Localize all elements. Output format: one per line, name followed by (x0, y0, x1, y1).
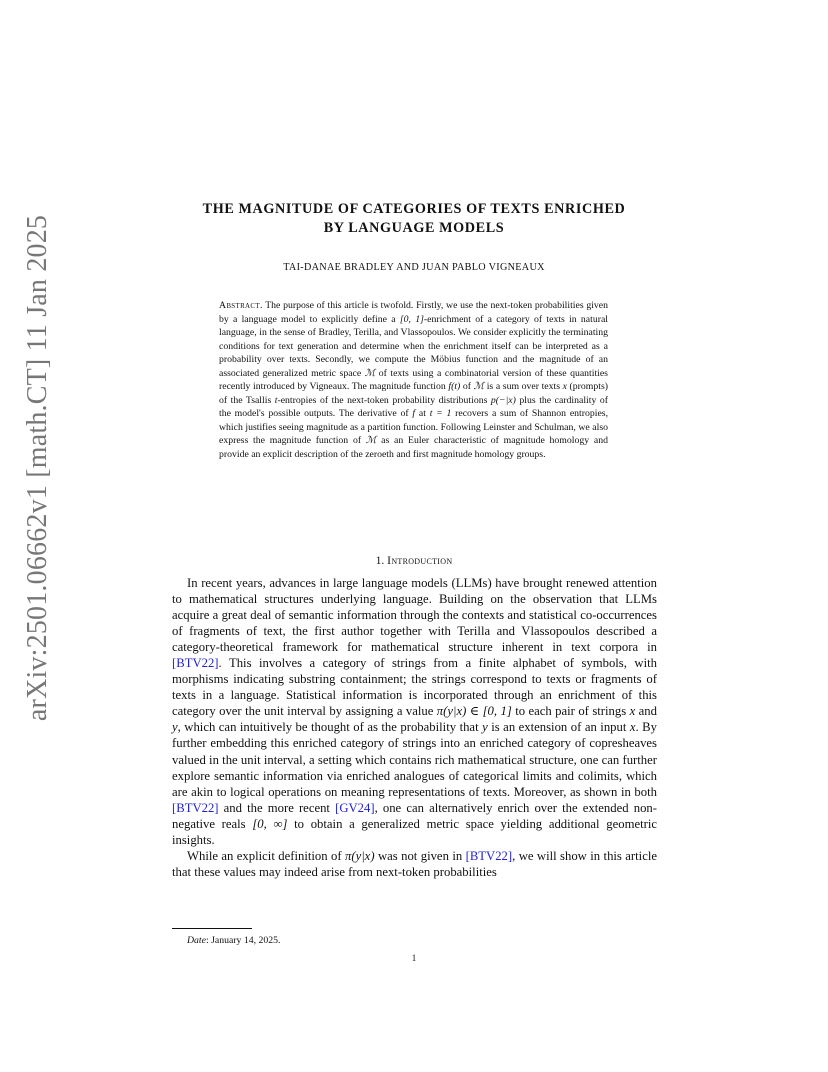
abstract-text: -enrichment of a category of texts in natural language, in the sense of Bradley, Terilla, and Vlassopoulos. We consider explicitly the terminating conditions for text generation and determine when the enrichment itself can be interpreted as a probability over texts. Secondly, we compute the Möbius function and the magnitude of an associated generalized metric space (219, 313, 608, 379)
paper-authors: TAI-DANAE BRADLEY AND JUAN PABLO VIGNEAUX (283, 262, 545, 273)
abstract-text: The purpose of this article is twofold. Firstly, we use the next-token probabilities given by a language model to explicitly define a (219, 300, 608, 325)
paper-title (150, 200, 678, 238)
abstract-text: is a sum over texts (484, 381, 563, 393)
paragraph-text: . By further embedding this enriched category of strings into an enriched category of copresheaves valued in the unit interval, a setting which contains rich mathematical structure, one can further explore semantic information via enriched analogues of categorical limits and colimits, which are akin to logical operations on meaning representations of texts. Moreover, as shown in both (172, 720, 657, 799)
footnote-divider (172, 928, 252, 929)
math-symbol: x (629, 704, 636, 719)
page-number: 1 (411, 953, 417, 963)
math-interval: [0, 1] (399, 313, 424, 325)
citation-link[interactable]: [BTV22] (172, 656, 219, 671)
math-symbol: t (274, 394, 278, 406)
math-expression: [0, ∞] (252, 816, 288, 831)
paper-title-line-2: BY LANGUAGE MODELS (323, 220, 505, 236)
footnote (187, 935, 280, 946)
math-symbol: p(−|x) (490, 394, 516, 406)
abstract-text: of (460, 381, 474, 393)
math-symbol: ℳ (473, 381, 485, 393)
math-symbol: x (562, 381, 567, 393)
section-heading (150, 554, 678, 567)
paragraph-text: , one can alternatively enrich over the extended non-negative reals (172, 800, 657, 831)
abstract-text: plus the cardinality of the model's possible outputs. The derivative of (219, 394, 608, 420)
footnote-label: Date (187, 935, 206, 946)
paragraph-text: While an explicit definition of (187, 848, 345, 863)
paper-title-line-1: THE MAGNITUDE OF CATEGORIES OF TEXTS ENRICHED (202, 201, 626, 217)
abstract-text: recovers a sum of Shannon entropies, which justifies seeing magnitude as a partition function. Following Leinster and Schulman, we also express the magnitude function of (219, 408, 609, 447)
paragraph-text: In recent years, advances in large language models (LLMs) have brought renewed attention to mathematical structures underlying language. Building on the observation that LLMs acquire a great deal of semantic information through the contexts and statistical co-occurrences of fragments of text, the first author together with Terilla and Vlassopoulos described a category-theoretical framework for mathematical structure inherent in text corpora in (172, 576, 657, 655)
math-symbol: y (172, 720, 178, 735)
paragraph-text: , we will show in this article that these values may indeed arise from next-token probabilities (172, 848, 657, 879)
math-symbol: x (629, 720, 636, 735)
math-symbol: ℳ (365, 435, 377, 447)
abstract-text: (prompts) of the Tsallis (219, 381, 609, 406)
math-symbol: t = 1 (429, 408, 452, 420)
paragraph-text: is an extension of an input (487, 720, 630, 735)
abstract-label: Abstract. (219, 300, 263, 311)
math-symbol: y (482, 720, 488, 735)
paragraph-text: and the more recent (218, 800, 336, 815)
citation-link[interactable]: [BTV22] (172, 800, 219, 815)
paragraph-text: . This involves a category of strings from a finite alphabet of symbols, with morphisms indicating substring containment; the strings correspond to texts or fragments of texts in a language. Statistical information is incorporated through an enrichment of this category over the unit interval by assigning a value (172, 656, 657, 719)
abstract (219, 299, 608, 462)
math-symbol: f(t) (448, 381, 461, 393)
citation-link[interactable]: [GV24] (335, 800, 375, 815)
paragraph-text: , which can intuitively be thought of as the probability that (177, 720, 483, 735)
arxiv-identifier-text: arXiv:2501.06662v1 [math.CT] 11 Jan 2025 (22, 214, 53, 722)
abstract-text: as an Euler characteristic of magnitude homology and provide an explicit description of the zeroeth and first magnitude homology groups. (219, 435, 608, 461)
paragraph (172, 575, 657, 848)
paragraph-text: was not given in (374, 848, 466, 863)
paragraph-text: to obtain a generalized metric space yielding additional geometric insights. (172, 816, 657, 847)
abstract-text: at (415, 408, 430, 420)
math-symbol: f (412, 408, 416, 420)
section-title: Introduction (387, 554, 453, 567)
footnote-text: : January 14, 2025. (205, 935, 281, 946)
abstract-text: of texts using a combinatorial version of these quantities recently introduced by Vigneaux. The magnitude function (219, 367, 608, 393)
paragraph-text: to each pair of strings (511, 704, 630, 719)
abstract-text: -entropies of the next-token probability distributions (277, 394, 491, 406)
introduction-body (172, 575, 657, 880)
citation-link[interactable]: [BTV22] (465, 848, 513, 863)
math-expression: π(y|x) (344, 848, 375, 863)
paragraph-text: and (635, 704, 657, 719)
math-symbol: ℳ (364, 367, 376, 379)
math-expression: π(y|x) ∈ [0, 1] (436, 704, 512, 719)
section-number: 1. (375, 554, 388, 567)
paragraph (172, 848, 657, 880)
arxiv-identifier-stamp (14, 214, 62, 722)
